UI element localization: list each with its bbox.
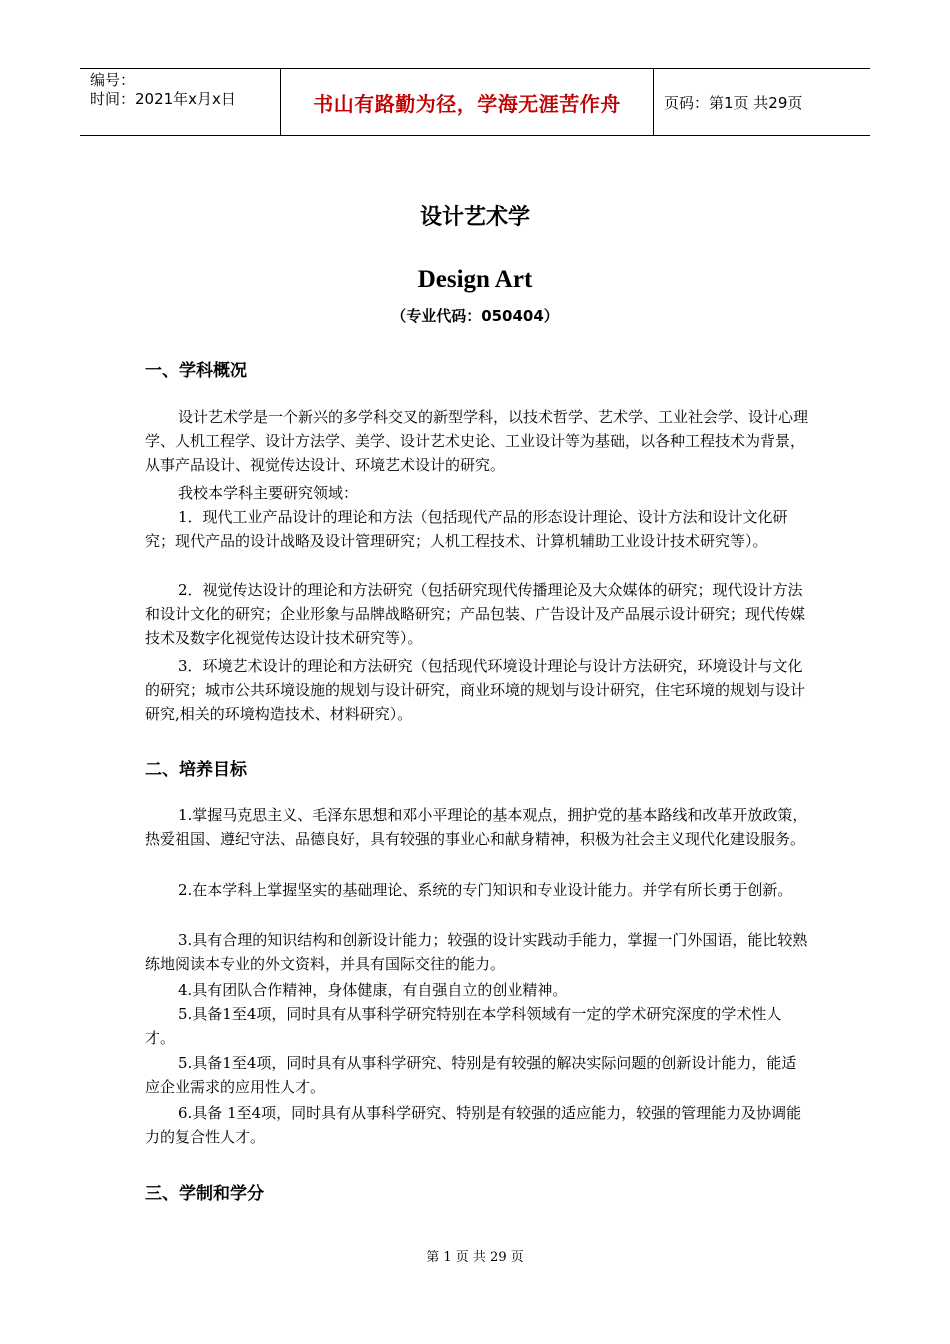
paragraph: 5.具备1至4项，同时具有从事科学研究、特别是有较强的解决实际问题的创新设计能力，能适应企业需求的应用性人才。 xyxy=(145,1054,797,1097)
section-heading-goals: 二、培养目标 xyxy=(145,760,247,780)
paragraph: 1.掌握马克思主义、毛泽东思想和邓小平理论的基本观点，拥护党的基本路线和改革开放政策，热爱祖国、遵纪守法、品德良好，具有较强的事业心和献身精神，积极为社会主义现代化建设服务。 xyxy=(145,806,808,849)
document-title-chinese: 设计艺术学 xyxy=(419,205,530,230)
paragraph: 3．环境艺术设计的理论和方法研究（包括现代环境设计理论与设计方法研究，环境设计与文化的研究；城市公共环境设施的规划与设计研究，商业环境的规划与设计研究，住宅环境的规划与设计研究,相关的环境构造技术、材料研究）。 xyxy=(145,657,806,724)
paragraph: 6.具备 1至4项，同时具有从事科学研究、特别是有较强的适应能力，较强的管理能力及协调能力的复合性人才。 xyxy=(145,1104,802,1147)
section-heading-overview: 一、学科概况 xyxy=(145,361,247,381)
header-left-cell xyxy=(80,69,281,135)
paragraph: 设计艺术学是一个新兴的多学科交叉的新型学科，以技术哲学、艺术学、工业社会学、设计心理学、人机工程学、设计方法学、美学、设计艺术史论、工业设计等为基础，以各种工程技术为背景，从事产品设计、视觉传达设计、环境艺术设计的研究。 xyxy=(145,408,809,475)
paragraph: 我校本学科主要研究领域： xyxy=(178,484,359,502)
document-title-english: Design Art xyxy=(417,266,533,293)
header-page-cell xyxy=(654,69,870,135)
document-number-label: 编号： xyxy=(90,71,136,89)
paragraph: 2.在本学科上掌握坚实的基础理论、系统的专门知识和专业设计能力。并学有所长勇于创新。 xyxy=(178,881,793,899)
paragraph: 4.具有团队合作精神，身体健康，有自强自立的创业精神。 xyxy=(178,981,568,999)
header-motto: 书山有路勤为径，学海无涯苦作舟 xyxy=(313,91,621,116)
header-table xyxy=(80,68,870,136)
paragraph: 5.具备1至4项，同时具有从事科学研究特别在本学科领域有一定的学术研究深度的学术性人才。 xyxy=(145,1005,782,1048)
page-footer: 第 1 页 共 29 页 xyxy=(426,1250,524,1265)
section-heading-duration-credits: 三、学制和学分 xyxy=(145,1184,264,1204)
paragraph: 2．视觉传达设计的理论和方法研究（包括研究现代传播理论及大众媒体的研究；现代设计方法和设计文化的研究；企业形象与品牌战略研究；产品包装、广告设计及产品展示设计研究；现代传媒技术及数字化视觉传达设计技术研究等）。 xyxy=(145,581,806,648)
header-motto-cell xyxy=(281,69,654,135)
paragraph: 1．现代工业产品设计的理论和方法（包括现代产品的形态设计理论、设计方法和设计文化研究；现代产品的设计战略及设计管理研究；人机工程技术、计算机辅助工业设计技术研究等）。 xyxy=(145,508,788,551)
major-code: （专业代码：050404） xyxy=(391,307,559,325)
header-page-info: 页码：第1页 共29页 xyxy=(664,93,803,112)
document-time-label: 时间：2021年x月x日 xyxy=(90,90,236,108)
paragraph: 3.具有合理的知识结构和创新设计能力；较强的设计实践动手能力，掌握一门外国语，能比较熟练地阅读本专业的外文资料，并具有国际交往的能力。 xyxy=(145,931,808,974)
